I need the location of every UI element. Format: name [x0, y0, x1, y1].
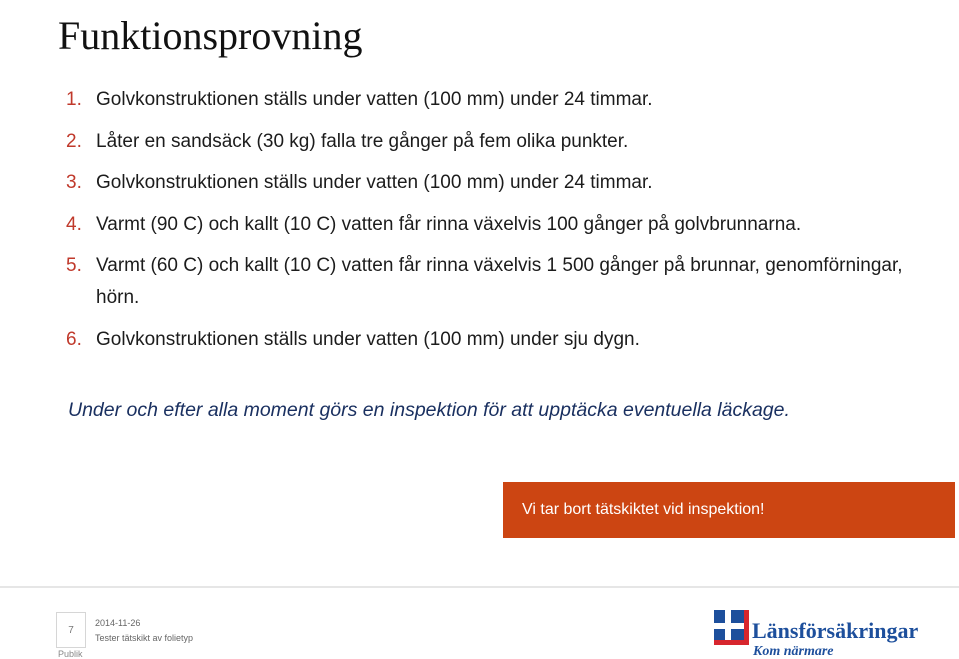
- list-item: [66, 209, 926, 241]
- summary-text: Under och efter alla moment görs en inspektion för att upptäcka eventuella läckage.: [68, 399, 790, 421]
- list-item-number: 4.: [66, 213, 82, 235]
- list-item-number: 5.: [66, 255, 82, 276]
- list-item: [66, 250, 926, 314]
- footer-subject: Tester tätskikt av folietyp: [95, 633, 194, 643]
- classification-label: Publik: [58, 649, 83, 659]
- list-item: [66, 167, 926, 199]
- callout-text: Vi tar bort tätskiktet vid inspektion!: [522, 501, 765, 518]
- list-item-number: 3.: [66, 172, 82, 193]
- list-item: [66, 324, 926, 356]
- list-item-text: Golvkonstruktionen ställs under vatten (100 mm) under 24 timmar.: [96, 89, 653, 110]
- company-logo: [711, 607, 931, 657]
- page-number-label: 7: [68, 624, 74, 636]
- footer-date: 2014-11-26: [95, 618, 141, 628]
- list-item-text: Varmt (90 C) och kallt (10 C) vatten får rinna växelvis 100 gånger på golvbrunnarna.: [96, 213, 802, 235]
- list-item: [66, 126, 926, 158]
- lansforsakringar-cross-logo-icon: [711, 607, 931, 657]
- test-steps-list: [66, 84, 926, 365]
- list-item-number: 6.: [66, 328, 82, 350]
- callout-box: [503, 482, 955, 538]
- list-item-text: Golvkonstruktionen ställs under vatten (100 mm) under sju dygn.: [96, 328, 640, 350]
- page-number: [56, 612, 86, 648]
- list-item-number: 2.: [66, 130, 82, 152]
- list-item-text: Låter en sandsäck (30 kg) falla tre gånger på fem olika punkter.: [96, 130, 629, 152]
- list-item: [66, 84, 926, 116]
- list-item-text: Golvkonstruktionen ställs under vatten (100 mm) under 24 timmar.: [96, 172, 653, 193]
- svg-text:Kom närmare: Kom närmare: [753, 644, 834, 657]
- svg-text:Länsförsäkringar: Länsförsäkringar: [752, 618, 919, 643]
- list-item-text: Varmt (60 C) och kallt (10 C) vatten får rinna växelvis 1 500 gånger på brunnar, genomförningar, hörn.: [96, 255, 903, 308]
- list-item-number: 1.: [66, 89, 82, 110]
- slide-title: Funktionsprovning: [58, 13, 363, 58]
